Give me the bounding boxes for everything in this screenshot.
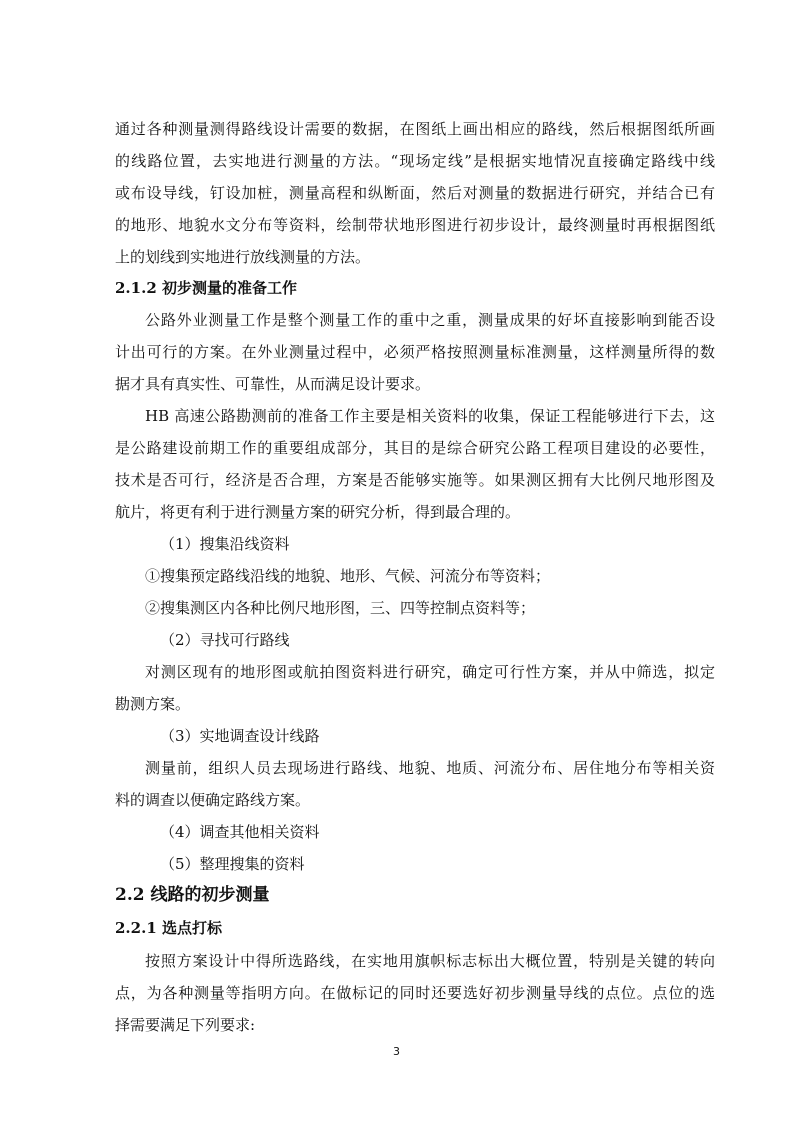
list-item: （2）寻找可行路线 xyxy=(160,631,290,649)
paragraph-line: HB 高速公路勘测前的准备工作主要是相关资料的收集，保证工程能够进行下去，这 xyxy=(145,407,715,425)
paragraph-line: 或布设导线，钉设加桩，测量高程和纵断面，然后对测量的数据进行研究，并结合已有 xyxy=(115,184,715,202)
list-item: （1）搜集沿线资料 xyxy=(160,535,290,553)
list-subitem: ②搜集测区内各种比例尺地形图，三、四等控制点资料等； xyxy=(145,599,536,617)
paragraph-line: 勘测方案。 xyxy=(115,695,191,713)
paragraph-line: 技术是否可行，经济是否合理，方案是否能够实施等。如果测区拥有大比例尺地形图及 xyxy=(115,471,715,489)
list-item: （5）整理搜集的资料 xyxy=(160,855,305,873)
paragraph-line: 上的划线到实地进行放线测量的方法。 xyxy=(115,248,371,266)
paragraph-line: 择需要满足下列要求: xyxy=(115,1016,256,1034)
paragraph-line: 测量前，组织人员去现场进行路线、地貌、地质、河流分布、居住地分布等相关资 xyxy=(145,759,715,777)
paragraph-line: 料的调查以便确定路线方案。 xyxy=(115,791,311,809)
page-number: 3 xyxy=(393,1045,400,1058)
paragraph-line: 的线路位置，去实地进行测量的方法。“现场定线”是根据实地情况直接确定路线中线 xyxy=(115,152,715,170)
paragraph-line: 计出可行的方案。在外业测量过程中，必须严格按照测量标准测量，这样测量所得的数 xyxy=(115,343,715,361)
paragraph-line: 点，为各种测量等指明方向。在做标记的同时还要选好初步测量导线的点位。点位的选 xyxy=(115,984,715,1002)
list-subitem: ①搜集预定路线沿线的地貌、地形、气候、河流分布等资料； xyxy=(145,567,551,585)
paragraph-line: 据才具有真实性、可靠性，从而满足设计要求。 xyxy=(115,375,431,393)
paragraph-line: 的地形、地貌水文分布等资料，绘制带状地形图进行初步设计，最终测量时再根据图纸 xyxy=(115,216,715,234)
subsection-heading-2-1-2: 2.1.2 初步测量的准备工作 xyxy=(115,279,297,297)
paragraph-line: 对测区现有的地形图或航拍图资料进行研究，确定可行性方案，并从中筛选，拟定 xyxy=(145,663,715,681)
paragraph-line: 是公路建设前期工作的重要组成部分，其目的是综合研究公路工程项目建设的必要性， xyxy=(115,439,715,457)
list-item: （3）实地调查设计线路 xyxy=(160,727,320,745)
section-heading-2-2: 2.2 线路的初步测量 xyxy=(115,885,270,905)
subsection-heading-2-2-1: 2.2.1 选点打标 xyxy=(115,919,222,937)
list-item: （4）调查其他相关资料 xyxy=(160,823,320,841)
paragraph-line: 公路外业测量工作是整个测量工作的重中之重，测量成果的好坏直接影响到能否设 xyxy=(145,311,715,329)
paragraph-line: 航片，将更有利于进行测量方案的研究分析，得到最合理的。 xyxy=(115,503,521,521)
paragraph-line: 按照方案设计中得所选路线，在实地用旗帜标志标出大概位置，特别是关键的转向 xyxy=(145,952,715,970)
paragraph-line: 通过各种测量测得路线设计需要的数据，在图纸上画出相应的路线，然后根据图纸所画 xyxy=(115,120,715,138)
